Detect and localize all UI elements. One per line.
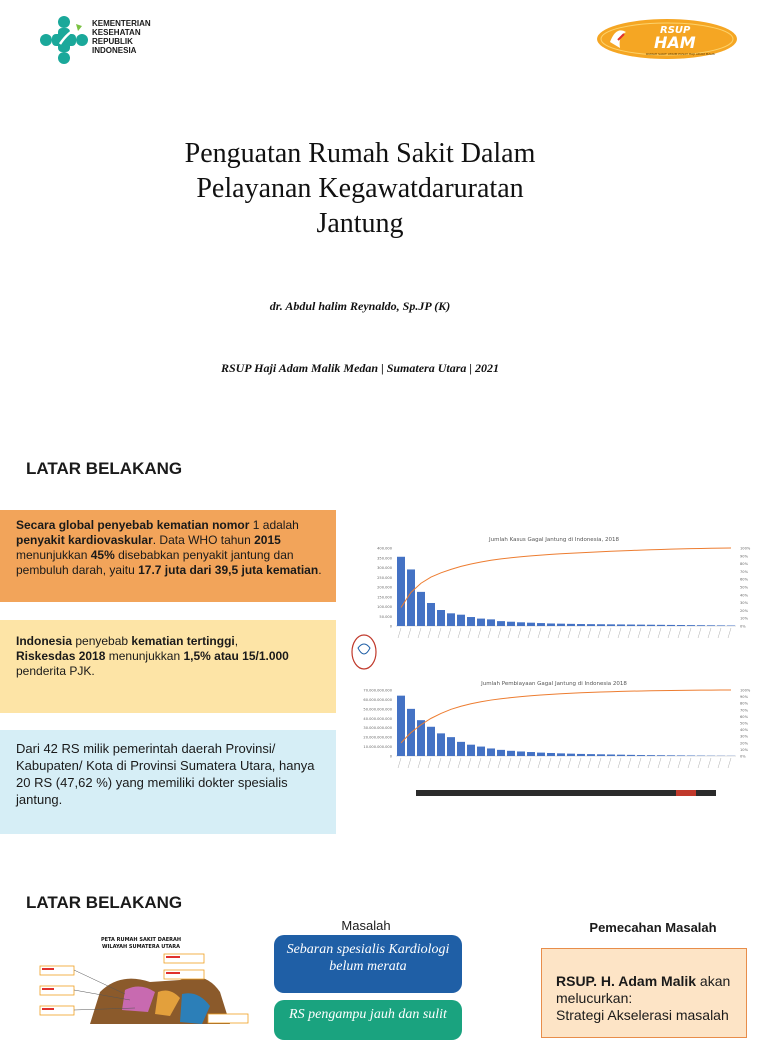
text-run: . bbox=[318, 563, 321, 577]
y-tick-label: 40.000.000.000 bbox=[363, 717, 392, 721]
chart-title: Jumlah Kasus Gagal Jantung di Indonesia, 2018 bbox=[488, 537, 619, 543]
bar bbox=[477, 619, 485, 626]
y2-tick-label: 50% bbox=[740, 586, 749, 590]
text-run: penderita PJK. bbox=[16, 664, 95, 678]
bar bbox=[667, 755, 675, 756]
title-line: Penguatan Rumah Sakit Dalam bbox=[110, 136, 610, 171]
bar bbox=[607, 624, 615, 626]
text-run: 2015 bbox=[254, 533, 281, 547]
y2-tick-label: 30% bbox=[740, 601, 749, 605]
text-run: 17.7 juta dari 39,5 juta kematian bbox=[138, 563, 318, 577]
section-title-latar-belakang: LATAR BELAKANG bbox=[26, 459, 182, 479]
bar bbox=[507, 751, 515, 756]
text-run: 1 adalah bbox=[249, 518, 298, 532]
affiliation: RSUP Haji Adam Malik Medan | Sumatera Utara | 2021 bbox=[110, 361, 610, 376]
bar bbox=[497, 750, 505, 756]
bar bbox=[407, 569, 415, 626]
title-line: Jantung bbox=[110, 206, 610, 241]
kemenkes-logo-icon bbox=[38, 14, 90, 66]
section-title-latar-belakang-2: LATAR BELAKANG bbox=[26, 893, 182, 913]
page-title bbox=[110, 136, 610, 241]
bar bbox=[497, 621, 505, 626]
y-tick-label: 70.000.000.000 bbox=[363, 689, 392, 693]
bar bbox=[537, 753, 545, 756]
bar bbox=[637, 625, 645, 626]
map-label-tag bbox=[42, 968, 54, 970]
y2-tick-label: 90% bbox=[740, 695, 749, 699]
map-title-line: PETA RUMAH SAKIT DAERAH bbox=[101, 937, 181, 943]
text-run: Indonesia bbox=[16, 634, 72, 648]
bar bbox=[527, 752, 535, 756]
y-tick-label: 200.000 bbox=[377, 586, 393, 590]
solution-text: akan melucurkan: bbox=[556, 973, 730, 1006]
text-run: disebabkan penyakit jantung dan pembuluh darah, yaitu bbox=[16, 548, 294, 577]
bar bbox=[637, 755, 645, 756]
text-run: penyakit kardiovaskular bbox=[16, 533, 153, 547]
y-tick-label: 0 bbox=[390, 755, 393, 759]
y2-tick-label: 70% bbox=[740, 570, 749, 574]
kemenkes-line: INDONESIA bbox=[92, 46, 151, 55]
bar bbox=[587, 754, 595, 756]
bar bbox=[567, 624, 575, 626]
y2-tick-label: 0% bbox=[740, 625, 746, 629]
solution-bold: RSUP. H. Adam Malik bbox=[556, 973, 696, 989]
bar bbox=[537, 623, 545, 626]
y-tick-label: 30.000.000.000 bbox=[363, 726, 392, 730]
bar bbox=[557, 753, 565, 756]
masalah-header: Masalah bbox=[296, 918, 436, 933]
chart-title: Jumlah Pembiayaan Gagal Jantung di Indonesia 2018 bbox=[480, 681, 627, 687]
bar bbox=[647, 755, 655, 756]
bar bbox=[667, 625, 675, 626]
bar bbox=[487, 619, 495, 626]
kemenkes-line: REPUBLIK bbox=[92, 37, 151, 46]
problem-pill-distance: RS pengampu jauh dan sulit bbox=[274, 1000, 462, 1040]
bar bbox=[477, 747, 485, 756]
y2-tick-label: 100% bbox=[740, 547, 751, 551]
y-tick-label: 50.000 bbox=[379, 615, 392, 619]
map-label-box bbox=[164, 970, 204, 979]
map-label-box bbox=[40, 966, 74, 975]
map-label-tag bbox=[42, 988, 54, 990]
y2-tick-label: 60% bbox=[740, 578, 749, 582]
bar bbox=[467, 745, 475, 756]
y-tick-label: 50.000.000.000 bbox=[363, 707, 392, 711]
bar bbox=[487, 748, 495, 756]
y2-tick-label: 40% bbox=[740, 728, 749, 732]
text-run: kematian tertinggi bbox=[131, 634, 234, 648]
ham-logo-text: HAM bbox=[654, 33, 696, 52]
y-tick-label: 60.000.000.000 bbox=[363, 698, 392, 702]
info-box-global bbox=[0, 510, 336, 602]
title-line: Pelayanan Kegawatdaruratan bbox=[110, 171, 610, 206]
bar bbox=[427, 603, 435, 626]
text-run: . Data WHO tahun bbox=[153, 533, 254, 547]
map-label-tag bbox=[166, 956, 180, 958]
legend-strip-accent bbox=[676, 790, 696, 796]
bar bbox=[597, 624, 605, 626]
text-run: menunjukkan bbox=[105, 649, 183, 663]
y2-tick-label: 70% bbox=[740, 708, 749, 712]
map-label-box bbox=[164, 954, 204, 963]
bar bbox=[437, 733, 445, 756]
rsup-tagline: RUMAH SAKIT UMUM PUSAT HAJI ADAM MALIK bbox=[646, 52, 716, 56]
bar bbox=[397, 696, 405, 756]
bar bbox=[597, 754, 605, 756]
bar bbox=[657, 625, 665, 626]
bar bbox=[457, 742, 465, 756]
bar bbox=[557, 624, 565, 626]
bar bbox=[687, 625, 695, 626]
author-name: dr. Abdul halim Reynaldo, Sp.JP (K) bbox=[110, 299, 610, 314]
y-tick-label: 400.000 bbox=[377, 547, 393, 551]
map-title-line: WILAYAH SUMATERA UTARA bbox=[102, 944, 180, 950]
rsup-ham-logo bbox=[596, 18, 738, 60]
bar bbox=[677, 625, 685, 626]
bar bbox=[517, 751, 525, 756]
bar bbox=[427, 727, 435, 756]
y2-tick-label: 80% bbox=[740, 702, 749, 706]
y2-tick-label: 20% bbox=[740, 609, 749, 613]
y-tick-label: 10.000.000.000 bbox=[363, 745, 392, 749]
bar bbox=[577, 754, 585, 756]
bar bbox=[587, 624, 595, 626]
chart-background bbox=[344, 532, 760, 672]
y2-tick-label: 50% bbox=[740, 722, 749, 726]
bar bbox=[657, 755, 665, 756]
bar bbox=[417, 720, 425, 756]
rsup-logo-text: RSUP bbox=[660, 25, 691, 36]
bar bbox=[577, 624, 585, 626]
bar bbox=[707, 625, 715, 626]
y2-tick-label: 40% bbox=[740, 593, 749, 597]
bar bbox=[447, 737, 455, 756]
bar bbox=[457, 615, 465, 626]
y-tick-label: 300.000 bbox=[377, 566, 393, 570]
kemenkes-line: KEMENTERIAN bbox=[92, 19, 151, 28]
kemenkes-line: KESEHATAN bbox=[92, 28, 151, 37]
solution-text: Strategi Akselerasi masalah bbox=[556, 1007, 729, 1023]
y-tick-label: 0 bbox=[390, 625, 393, 629]
bar bbox=[617, 624, 625, 626]
y2-tick-label: 60% bbox=[740, 715, 749, 719]
problem-pill-specialist: Sebaran spesialis Kardiologi belum merata bbox=[274, 935, 462, 993]
map-label-tag bbox=[42, 1008, 54, 1010]
bar bbox=[397, 557, 405, 626]
map-label-box bbox=[40, 1006, 74, 1015]
y2-tick-label: 20% bbox=[740, 741, 749, 745]
bar bbox=[517, 622, 525, 626]
bar bbox=[677, 755, 685, 756]
map-label-tag bbox=[166, 972, 180, 974]
text-run: 45% bbox=[91, 548, 115, 562]
y2-tick-label: 90% bbox=[740, 554, 749, 558]
bar bbox=[547, 753, 555, 756]
y2-tick-label: 10% bbox=[740, 617, 749, 621]
y2-tick-label: 30% bbox=[740, 735, 749, 739]
y2-tick-label: 10% bbox=[740, 748, 749, 752]
y-tick-label: 250.000 bbox=[377, 576, 393, 580]
y2-tick-label: 0% bbox=[740, 755, 746, 759]
bar bbox=[627, 625, 635, 626]
bar bbox=[627, 755, 635, 756]
bar bbox=[717, 625, 725, 626]
bar bbox=[697, 625, 705, 626]
heart-failure-charts bbox=[344, 532, 760, 800]
sumut-hospital-map bbox=[30, 932, 252, 1024]
bar bbox=[437, 610, 445, 626]
text-run: , bbox=[235, 634, 238, 648]
info-box-indonesia bbox=[0, 620, 336, 713]
bar bbox=[507, 622, 515, 626]
bar bbox=[447, 613, 455, 626]
bar bbox=[527, 623, 535, 626]
map-label-box bbox=[208, 1014, 248, 1023]
bar bbox=[607, 754, 615, 756]
solution-box bbox=[541, 948, 747, 1038]
bar bbox=[647, 625, 655, 626]
kemenkes-wordmark bbox=[92, 19, 151, 55]
text-run: 1,5% atau 15/1.000 bbox=[183, 649, 288, 663]
map-label-box bbox=[40, 986, 74, 995]
y-tick-label: 100.000 bbox=[377, 605, 393, 609]
y-tick-label: 20.000.000.000 bbox=[363, 736, 392, 740]
text-run: penyebab bbox=[72, 634, 131, 648]
bar bbox=[547, 623, 555, 626]
pemecahan-header: Pemecahan Masalah bbox=[560, 920, 746, 935]
bar bbox=[567, 754, 575, 756]
y2-tick-label: 80% bbox=[740, 562, 749, 566]
bar bbox=[417, 592, 425, 626]
text-run: Riskesdas 2018 bbox=[16, 649, 105, 663]
y2-tick-label: 100% bbox=[740, 689, 751, 693]
legend-strip bbox=[416, 790, 716, 796]
bar bbox=[467, 617, 475, 626]
info-box-sumut: Dari 42 RS milik pemerintah daerah Provinsi/ Kabupaten/ Kota di Provinsi Sumatera Utara, hanya 20 RS (47,62 %) yang memiliki dokter spesialis jantung. bbox=[0, 730, 336, 834]
bar bbox=[617, 755, 625, 756]
y-tick-label: 350.000 bbox=[377, 556, 393, 560]
y-tick-label: 150.000 bbox=[377, 595, 393, 599]
text-run: menunjukkan bbox=[16, 548, 91, 562]
text-run: Secara global penyebab kematian nomor bbox=[16, 518, 249, 532]
